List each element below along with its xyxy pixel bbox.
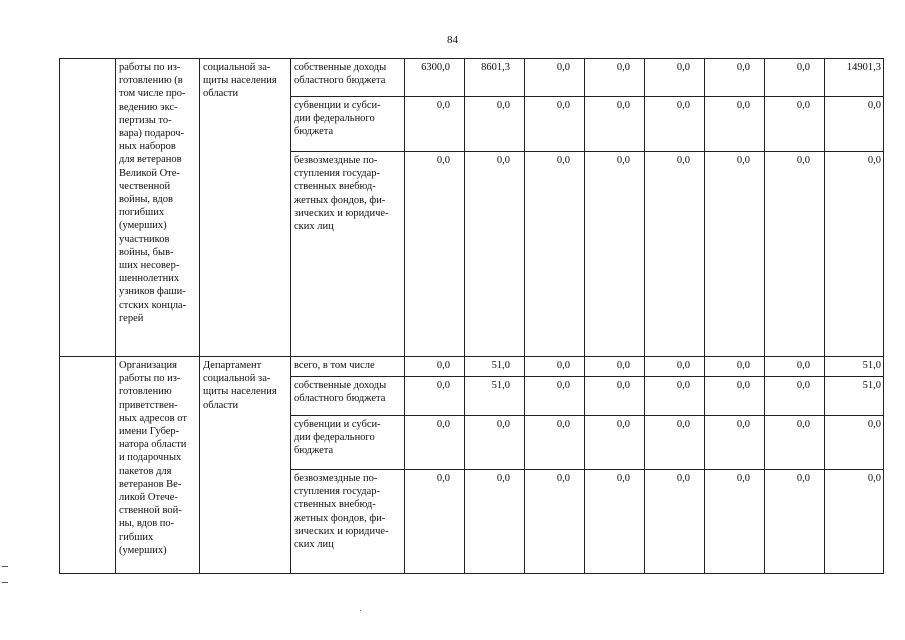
value-cell: 0,0 — [645, 377, 705, 416]
value-cell: 0,0 — [705, 470, 765, 574]
value-cell: 0,0 — [465, 416, 525, 470]
funding-source-cell: собственные доходы областного бюджета — [291, 59, 405, 97]
executor-cell: Департамент социальной за- щиты населения области — [200, 357, 291, 574]
value-cell: 0,0 — [465, 97, 525, 152]
total-value-cell: 51,0 — [825, 357, 884, 377]
scan-speck — [360, 610, 361, 611]
value-cell: 0,0 — [645, 97, 705, 152]
value-cell: 0,0 — [645, 152, 705, 357]
value-cell: 0,0 — [645, 357, 705, 377]
row-number-cell — [60, 59, 116, 357]
total-value-cell: 0,0 — [825, 97, 884, 152]
total-value-cell: 51,0 — [825, 377, 884, 416]
value-cell: 0,0 — [405, 377, 465, 416]
value-cell: 0,0 — [705, 152, 765, 357]
value-cell: 0,0 — [765, 357, 825, 377]
total-value-cell: 0,0 — [825, 152, 884, 357]
value-cell: 0,0 — [705, 97, 765, 152]
value-cell: 51,0 — [465, 357, 525, 377]
row-number-cell — [60, 357, 116, 574]
value-cell: 0,0 — [525, 470, 585, 574]
value-cell: 0,0 — [585, 152, 645, 357]
value-cell: 0,0 — [525, 59, 585, 97]
value-cell: 0,0 — [585, 377, 645, 416]
value-cell: 0,0 — [765, 152, 825, 357]
total-value-cell: 0,0 — [825, 416, 884, 470]
value-cell: 0,0 — [765, 377, 825, 416]
value-cell: 0,0 — [705, 59, 765, 97]
budget-table — [59, 58, 884, 574]
value-cell: 51,0 — [465, 377, 525, 416]
value-cell: 0,0 — [405, 152, 465, 357]
scan-mark — [2, 582, 8, 583]
value-cell: 0,0 — [525, 377, 585, 416]
value-cell: 0,0 — [705, 416, 765, 470]
table-row — [60, 357, 884, 377]
funding-source-cell: безвозмездные по- ступления государ- ственных внебюд- жетных фондов, фи- зических и юридиче- ских лиц — [291, 152, 405, 357]
value-cell: 0,0 — [525, 97, 585, 152]
value-cell: 0,0 — [765, 416, 825, 470]
value-cell: 0,0 — [405, 357, 465, 377]
funding-source-cell: субвенции и субси- дии федерального бюджета — [291, 97, 405, 152]
value-cell: 0,0 — [585, 357, 645, 377]
scan-mark — [2, 566, 8, 567]
value-cell: 0,0 — [765, 97, 825, 152]
total-value-cell: 0,0 — [825, 470, 884, 574]
value-cell: 0,0 — [585, 416, 645, 470]
value-cell: 0,0 — [465, 152, 525, 357]
value-cell: 0,0 — [705, 357, 765, 377]
value-cell: 0,0 — [465, 470, 525, 574]
value-cell: 0,0 — [525, 152, 585, 357]
funding-source-cell: субвенции и субси- дии федерального бюджета — [291, 416, 405, 470]
value-cell: 0,0 — [585, 97, 645, 152]
value-cell: 6300,0 — [405, 59, 465, 97]
executor-cell: социальной за- щиты населения области — [200, 59, 291, 357]
value-cell: 0,0 — [645, 470, 705, 574]
table-row — [60, 59, 884, 97]
value-cell: 0,0 — [765, 470, 825, 574]
total-value-cell: 14901,3 — [825, 59, 884, 97]
value-cell: 0,0 — [645, 59, 705, 97]
value-cell: 0,0 — [705, 377, 765, 416]
measure-cell: работы по из- готовлению (в том числе про- ведению экс- пертизы то- вара) подароч- ных наборов для ветеранов Великой Оте- чественной войны, вдов погибших (умерших) участников войны, быв- ших несовер- шеннолетних узников фаши- стских концла- герей — [116, 59, 200, 357]
value-cell: 0,0 — [405, 470, 465, 574]
value-cell: 0,0 — [585, 59, 645, 97]
page-number: 84 — [447, 34, 458, 46]
value-cell: 0,0 — [765, 59, 825, 97]
value-cell: 0,0 — [405, 97, 465, 152]
funding-source-cell: безвозмездные по- ступления государ- ственных внебюд- жетных фондов, фи- зических и юридиче- ских лиц — [291, 470, 405, 574]
funding-source-cell: всего, в том числе — [291, 357, 405, 377]
measure-cell: Организация работы по из- готовлению приветствен- ных адресов от имени Губер- натора области и подарочных пакетов для ветеранов Ве- ликой Отече- ственной вой- ны, вдов по- гибших (умерших) — [116, 357, 200, 574]
value-cell: 0,0 — [525, 357, 585, 377]
value-cell: 0,0 — [645, 416, 705, 470]
value-cell: 0,0 — [525, 416, 585, 470]
value-cell: 0,0 — [405, 416, 465, 470]
value-cell: 0,0 — [585, 470, 645, 574]
funding-source-cell: собственные доходы областного бюджета — [291, 377, 405, 416]
value-cell: 8601,3 — [465, 59, 525, 97]
